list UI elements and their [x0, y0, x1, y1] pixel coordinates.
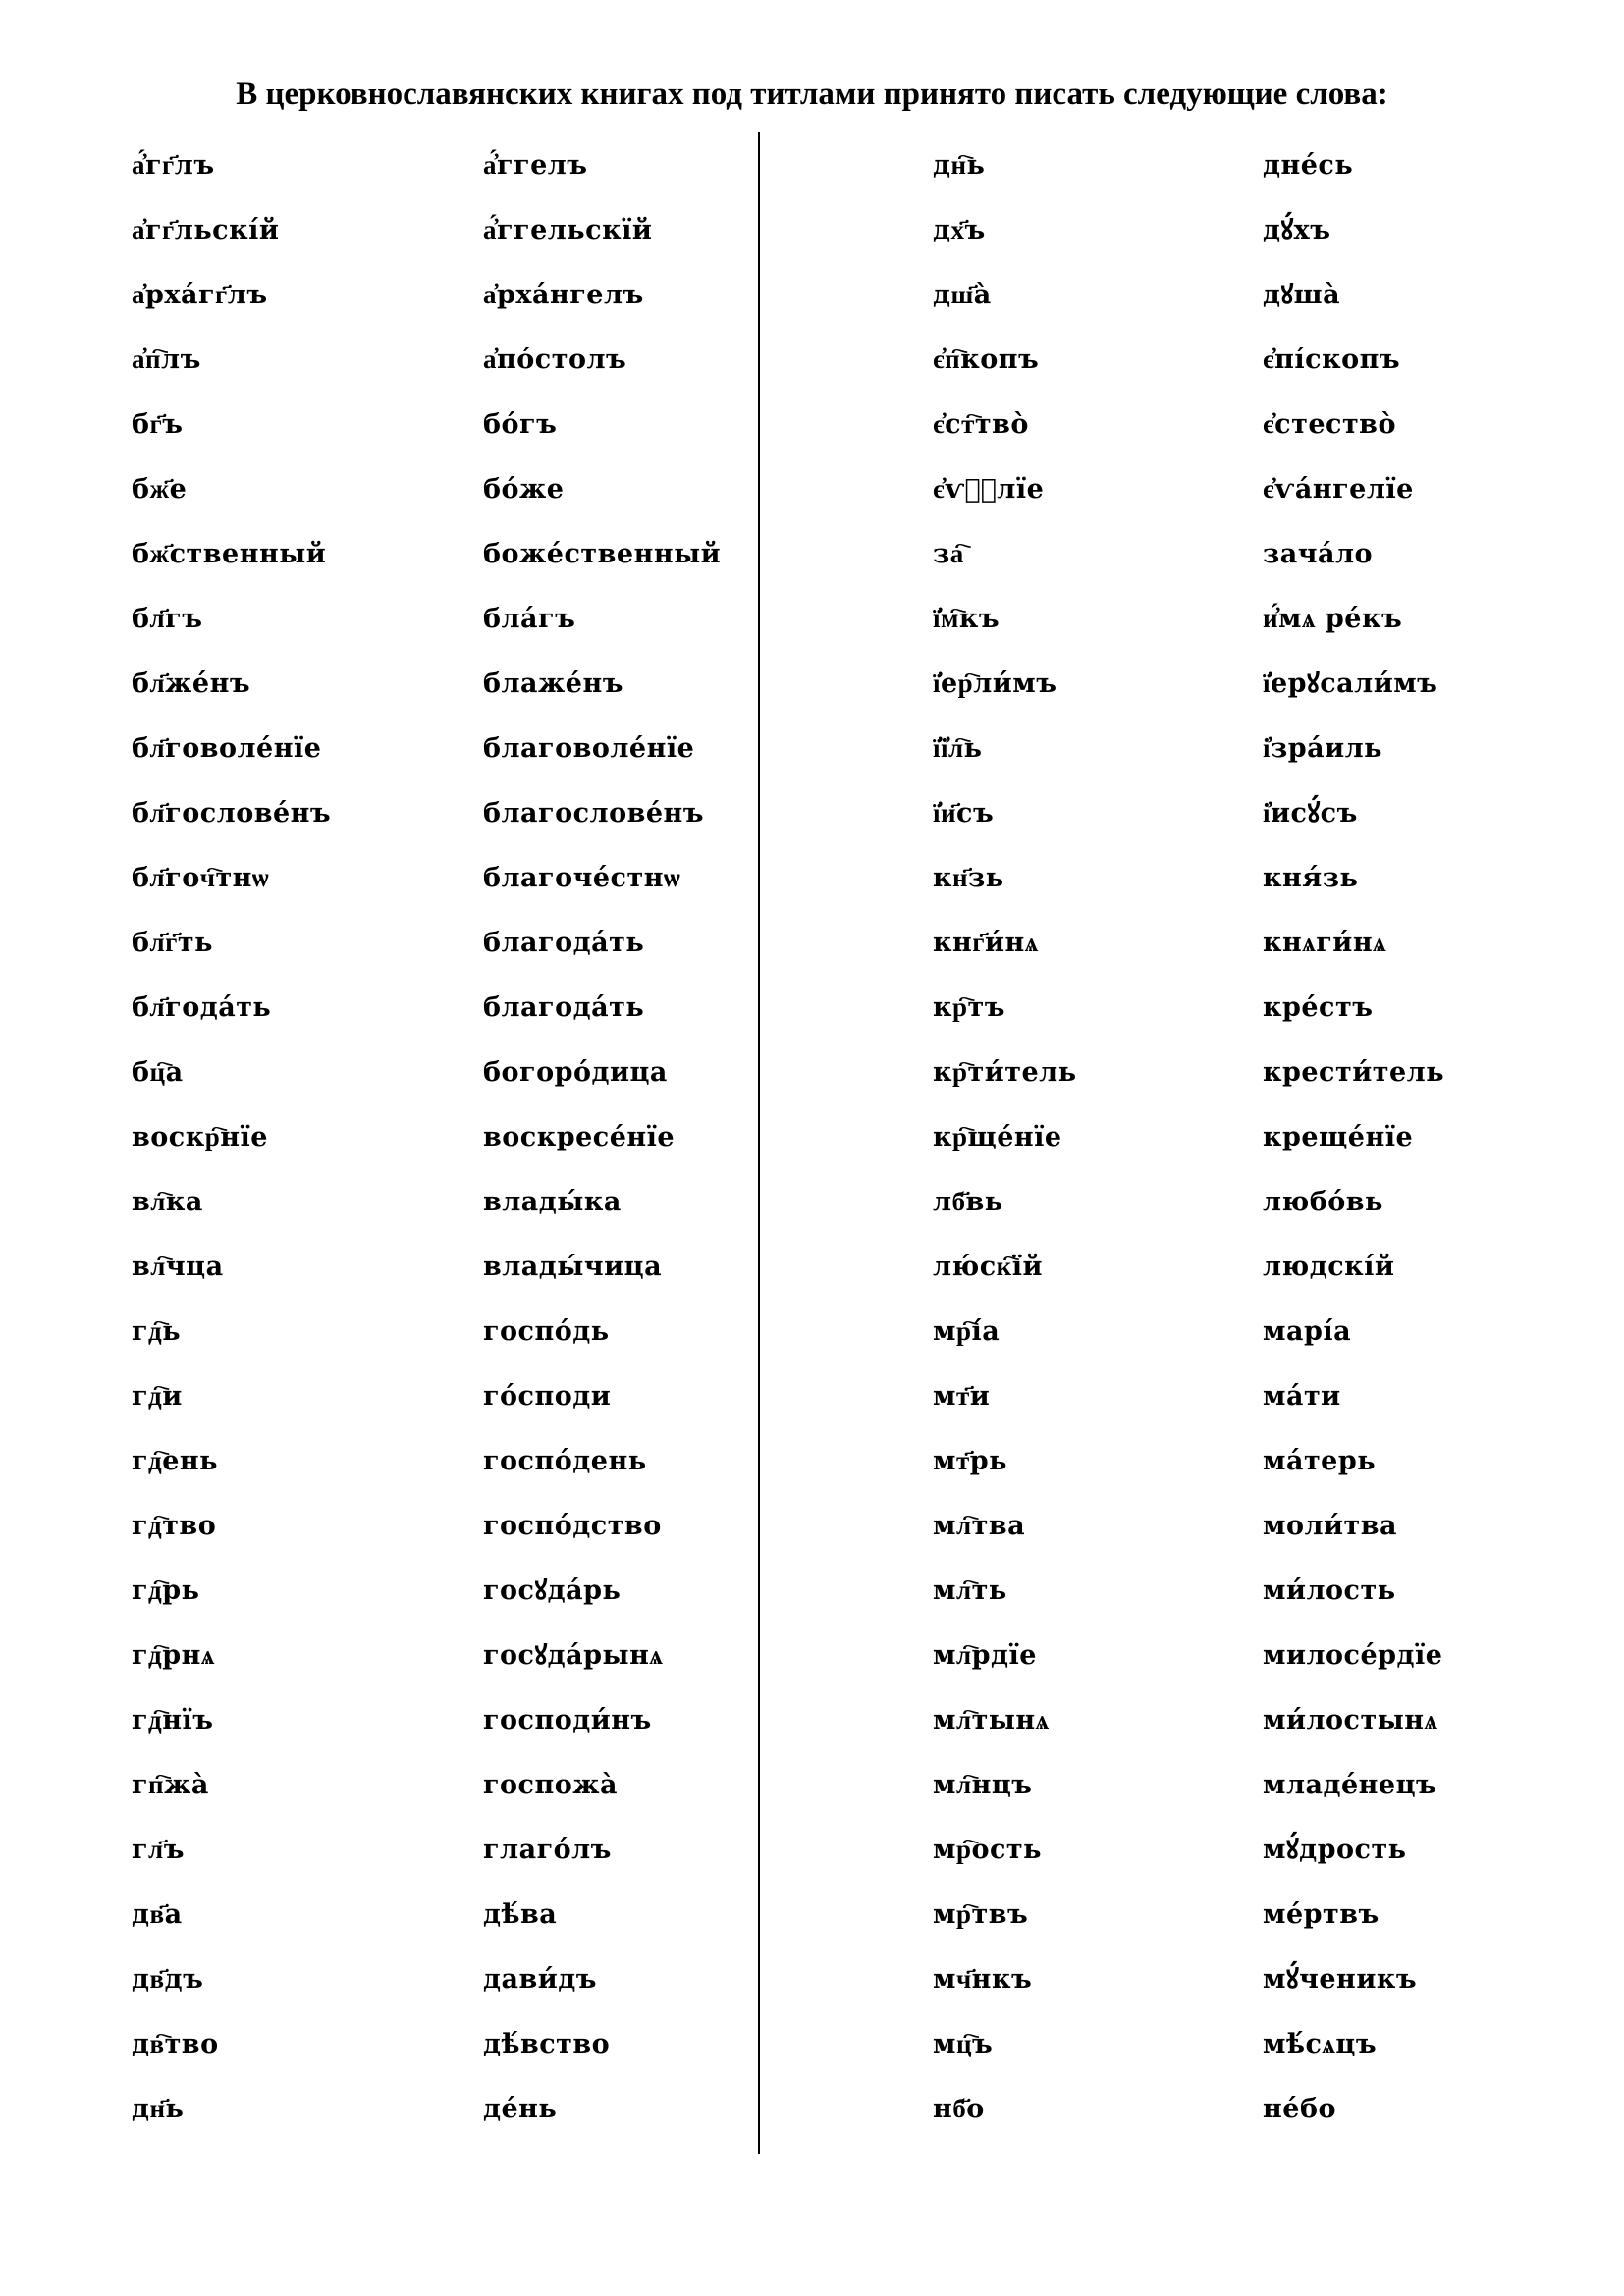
full-word: де́нь — [483, 2094, 558, 2124]
abbreviated-word: мл҇тынѧ — [933, 1705, 1050, 1735]
abbreviated-word: бл҃гоч҇тнѡ — [132, 863, 270, 893]
abbreviated-word: є҆ст҇тво̀ — [933, 409, 1029, 440]
full-word: ма́ти — [1263, 1381, 1341, 1412]
full-word: блаже́нъ — [483, 668, 623, 699]
full-word: а҆́ггелъ — [483, 150, 588, 181]
full-word: кня́зь — [1263, 863, 1359, 893]
full-word: госпожа̀ — [483, 1770, 619, 1800]
abbreviated-word: бл҃г҃ть — [132, 928, 213, 958]
full-word: кре́стъ — [1263, 992, 1374, 1023]
full-word: крести́тель — [1263, 1057, 1445, 1088]
abbreviated-word: лю́ск҇їй — [933, 1252, 1044, 1282]
abbreviated-word: дв҃а — [132, 1899, 183, 1930]
full-word: дне́сь — [1263, 150, 1354, 181]
full-word: любо́вь — [1263, 1187, 1383, 1217]
abbreviated-word: кр҇тъ — [933, 992, 1005, 1023]
full-word: ми́лость — [1263, 1575, 1396, 1606]
full-word: благоволе́нїе — [483, 733, 695, 764]
abbreviated-word: а҆гг҃льскі́й — [132, 215, 280, 245]
abbreviated-word: бл҃года́ть — [132, 992, 272, 1023]
abbreviated-word: ї҆ер҇ли́мъ — [933, 668, 1057, 699]
column-divider — [758, 132, 760, 2154]
full-word: влады́чица — [483, 1252, 663, 1282]
full-word: дави́дъ — [483, 1964, 597, 1995]
full-word: є҆стество̀ — [1263, 409, 1396, 440]
full-word: ми́лостынѧ — [1263, 1705, 1438, 1735]
full-word: богоро́дица — [483, 1057, 668, 1088]
full-word: людскі́й — [1263, 1252, 1395, 1282]
full-word: госꙋда́рынѧ — [483, 1640, 664, 1671]
abbreviated-word: є҆ѵⷢ҇лїе — [933, 474, 1045, 505]
full-word: зача́ло — [1263, 539, 1374, 569]
full-word: ї҆ерꙋсали́мъ — [1263, 668, 1438, 699]
left-full-column — [483, 139, 721, 2148]
full-word: благода́ть — [483, 992, 645, 1023]
abbreviated-word: кн҃зь — [933, 863, 1004, 893]
full-word: бо́же — [483, 474, 565, 505]
abbreviated-word: бж҃е — [132, 474, 188, 505]
abbreviated-word: а҆п҇лъ — [132, 345, 201, 375]
full-word: благода́ть — [483, 928, 645, 958]
abbreviated-word: гд҇ень — [132, 1446, 218, 1476]
abbreviated-word: бл҃гослове́нъ — [132, 798, 332, 828]
abbreviated-word: бл҃же́нъ — [132, 668, 251, 699]
abbreviated-word: мл҇ть — [933, 1575, 1007, 1606]
full-word: дѣ́ва — [483, 1899, 558, 1930]
abbreviated-word: гд҇рь — [132, 1575, 200, 1606]
abbreviated-word: вл҇чца — [132, 1252, 224, 1282]
abbreviated-word: мр҇ость — [933, 1835, 1042, 1865]
abbreviated-word: мр҇і́а — [933, 1316, 1001, 1347]
full-word: є҆ѵа́нгелїе — [1263, 474, 1414, 505]
abbreviated-word: гд҇ь — [132, 1316, 182, 1347]
abbreviated-word: ї҆і҆л҇ь — [933, 733, 983, 764]
abbreviated-word: дш҃а̀ — [933, 280, 992, 310]
abbreviated-word: бж҃ственный — [132, 539, 327, 569]
abbreviated-word: за҇ — [933, 539, 964, 569]
abbreviated-word: кр҇ще́нїе — [933, 1122, 1062, 1152]
full-word: а҆по́столъ — [483, 345, 627, 375]
abbreviated-word: а҆́гг҃лъ — [132, 150, 215, 181]
abbreviated-word: а҆рха́гг҃лъ — [132, 280, 268, 310]
abbreviated-word: нб҃о — [933, 2094, 985, 2124]
full-word: милосе́рдїе — [1263, 1640, 1443, 1671]
full-word: госпо́день — [483, 1446, 647, 1476]
full-word: кнѧги́нѧ — [1263, 928, 1387, 958]
abbreviated-word: бг҃ъ — [132, 409, 184, 440]
full-word: дꙋша̀ — [1263, 280, 1341, 310]
full-word: мѣ́сѧцъ — [1263, 2029, 1378, 2059]
abbreviated-word: гл҃ъ — [132, 1835, 185, 1865]
abbreviated-word: ї҆и҃съ — [933, 798, 995, 828]
full-word: є҆пі́скопъ — [1263, 345, 1401, 375]
abbreviated-word: бц҇а — [132, 1057, 184, 1088]
full-word: госпо́дство — [483, 1511, 662, 1541]
abbreviated-word: бл҃говоле́нїе — [132, 733, 322, 764]
full-word: креще́нїе — [1263, 1122, 1414, 1152]
full-word: боже́ственный — [483, 539, 722, 569]
abbreviated-word: гд҇тво — [132, 1511, 217, 1541]
abbreviated-word: гд҇нїъ — [132, 1705, 214, 1735]
full-word: младе́нецъ — [1263, 1770, 1437, 1800]
full-word: госпо́дь — [483, 1316, 610, 1347]
abbreviated-word: гп҇жа̀ — [132, 1770, 209, 1800]
full-word: мꙋ́дрость — [1263, 1835, 1407, 1865]
full-word: ме́ртвъ — [1263, 1899, 1380, 1930]
abbreviated-word: дх҃ъ — [933, 215, 986, 245]
abbreviated-word: гд҇и — [132, 1381, 183, 1412]
full-word: дꙋ́хъ — [1263, 215, 1331, 245]
full-word: моли́тва — [1263, 1511, 1398, 1541]
full-word: глаго́лъ — [483, 1835, 612, 1865]
full-word: благоче́стнѡ — [483, 863, 681, 893]
full-word: и҆́мѧ ре́къ — [1263, 604, 1403, 634]
right-abbreviated-column — [933, 139, 1077, 2148]
abbreviated-word: мл҇нцъ — [933, 1770, 1033, 1800]
full-word: не́бо — [1263, 2094, 1336, 2124]
full-word: дѣ́вство — [483, 2029, 611, 2059]
full-word: а҆рха́нгелъ — [483, 280, 644, 310]
abbreviated-word: мт҃и — [933, 1381, 991, 1412]
full-word: мꙋ́ченикъ — [1263, 1964, 1418, 1995]
full-word: го́споди — [483, 1381, 612, 1412]
abbreviated-word: мт҃рь — [933, 1446, 1007, 1476]
abbreviated-word: бл҃гъ — [132, 604, 203, 634]
left-abbreviated-column — [132, 139, 331, 2148]
abbreviated-word: мл҇тва — [933, 1511, 1026, 1541]
abbreviated-word: ї҆м҇къ — [933, 604, 1001, 634]
full-word: благослове́нъ — [483, 798, 704, 828]
abbreviated-word: дн҇ь — [933, 150, 986, 181]
abbreviated-word: дв҃дъ — [132, 1964, 204, 1995]
abbreviated-word: кнг҃и́нѧ — [933, 928, 1039, 958]
full-word: ма́терь — [1263, 1446, 1377, 1476]
full-word: бо́гъ — [483, 409, 558, 440]
abbreviated-word: мц҇ъ — [933, 2029, 994, 2059]
full-word: госꙋда́рь — [483, 1575, 622, 1606]
abbreviated-word: мр҇твъ — [933, 1899, 1029, 1930]
full-word: марі́а — [1263, 1316, 1352, 1347]
full-word: воскресе́нїе — [483, 1122, 676, 1152]
abbreviated-word: є҆п҇копъ — [933, 345, 1040, 375]
full-word: влады́ка — [483, 1187, 622, 1217]
abbreviated-word: мч҃нкъ — [933, 1964, 1033, 1995]
page-title: В церковнославянских книгах под титлами принято писать следующие слова: — [236, 77, 1388, 112]
abbreviated-word: лб҃вь — [933, 1187, 1003, 1217]
full-word: бла́гъ — [483, 604, 576, 634]
abbreviated-word: кр҇ти́тель — [933, 1057, 1077, 1088]
full-word: господи́нъ — [483, 1705, 652, 1735]
full-word: а҆́ггельскїй — [483, 215, 653, 245]
abbreviated-word: воскр҇нїе — [132, 1122, 268, 1152]
abbreviated-word: мл҇рдїе — [933, 1640, 1037, 1671]
full-word: і҆зра́иль — [1263, 733, 1382, 764]
abbreviated-word: гд҇рнѧ — [132, 1640, 215, 1671]
full-word: і҆исꙋ́съ — [1263, 798, 1358, 828]
abbreviated-word: дв҇тво — [132, 2029, 219, 2059]
right-full-column — [1263, 139, 1444, 2148]
abbreviated-word: вл҇ка — [132, 1187, 203, 1217]
abbreviated-word: дн҃ь — [132, 2094, 185, 2124]
